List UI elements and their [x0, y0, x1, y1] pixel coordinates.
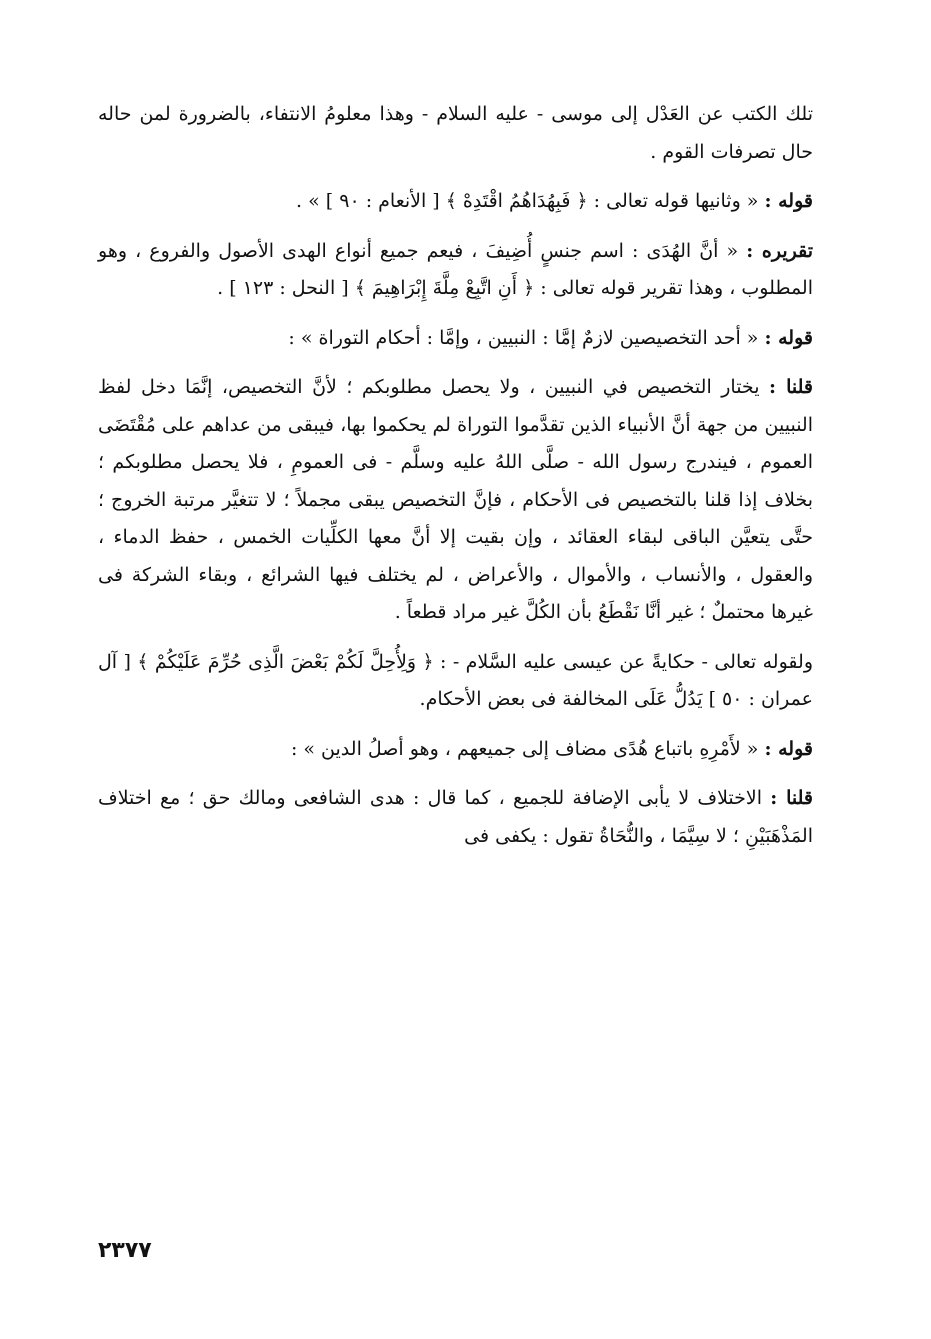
paragraph-text: الاختلاف لا يأبى الإضافة للجميع ، كما قال : هدى الشافعى ومالك حق ؛ مع اختلاف المَذْهَبَيْنِ ؛ لا سِيَّمَا ، والنُّحَاةُ تقول : يكفى فى: [98, 787, 813, 847]
paragraph-6: [98, 644, 813, 719]
paragraph-4: [98, 320, 813, 358]
paragraph-text: ولقوله تعالى - حكايةً عن عيسى عليه السَّلام - : ﴿ وَلِأُحِلَّ لَكُمْ بَعْضَ الَّذِى حُرِّمَ عَلَيْكُمْ ﴾ [ آل عمران : ٥٠ ] يَدُلُّ عَلَى المخالفة فى بعض الأحكام.: [98, 650, 813, 710]
paragraph-5: [98, 369, 813, 632]
paragraph-7: [98, 731, 813, 769]
paragraph-2: [98, 183, 813, 221]
paragraph-3: [98, 233, 813, 308]
paragraph-text: تلك الكتب عن العَدْل إلى موسى - عليه السلام - وهذا معلومُ الانتفاء، بالضرورة لمن حاله حال تصرفات القوم .: [98, 103, 813, 163]
page-number: ٢٣٧٧: [98, 1238, 152, 1263]
paragraph-text: « أنَّ الهُدَى : اسم جنسٍ أُضِيفَ ، فيعم جميع أنواع الهدى الأصول والفروع ، وهو المطلوب ، وهذا تقرير قوله تعالى : ﴿ أَنِ اتَّبِعْ مِلَّةَ إِبْرَاهِيمَ ﴾ [ النحل : ١٢٣ ] .: [98, 239, 813, 299]
paragraph-text: يختار التخصيص في النبيين ، ولا يحصل مطلوبكم ؛ لأنَّ التخصيص، إنَّمَا دخل لفظ النبيين من جهة أنَّ الأنبياء الذين تقدَّموا التوراة لم يحكموا بها، فيبقى من عداهم على مُقْتَضَى العموم ، فيندرج رسول الله - صلَّى اللهُ عليه وسلَّم - فى العمومِ ، فلا يحصل مطلوبكم ؛ بخلاف إذا قلنا بالتخصيص فى الأحكام ، فإنَّ التخصيص يبقى مجملاً ؛ لا تتغيَّر مرتبة الخروج ؛ حتَّى يتعيَّن الباقى لبقاء العقائد ، وإن بقيت إلا أنَّ معها الكلِّيات الخمس ، حفظ الدماء ، والعقول ، والأنساب ، والأموال ، والأعراض ، لم يختلف فيها الشرائع ، وبقاء الشركة فى غيرها محتملٌ ؛ غير أنَّا نَقْطَعُ بأن الكُلَّ غير مراد قطعاً .: [98, 376, 813, 623]
paragraph-lead: قوله :: [764, 190, 813, 212]
page-body: [98, 96, 813, 867]
paragraph-text: « وثانيها قوله تعالى : ﴿ فَبِهُدَاهُمُ اقْتَدِهْ ﴾ [ الأنعام : ٩٠ ] » .: [296, 190, 759, 212]
paragraph-lead: قوله :: [764, 737, 813, 760]
paragraph-8: [98, 780, 813, 855]
paragraph-lead: قوله :: [764, 326, 813, 349]
paragraph-lead: قلنا :: [769, 376, 813, 398]
paragraph-text: « لأَمْرِهِ باتباع هُدًى مضاف إلى جميعهم ، وهو أصلُ الدين » :: [290, 737, 759, 760]
paragraph-text: « أحد التخصيصين لازمٌ إمَّا : النبيين ، وإمَّا : أحكام التوراة » :: [288, 326, 759, 349]
paragraph-lead: قلنا :: [770, 787, 813, 809]
paragraph-1: [98, 96, 813, 171]
paragraph-lead: تقريره :: [746, 239, 813, 262]
